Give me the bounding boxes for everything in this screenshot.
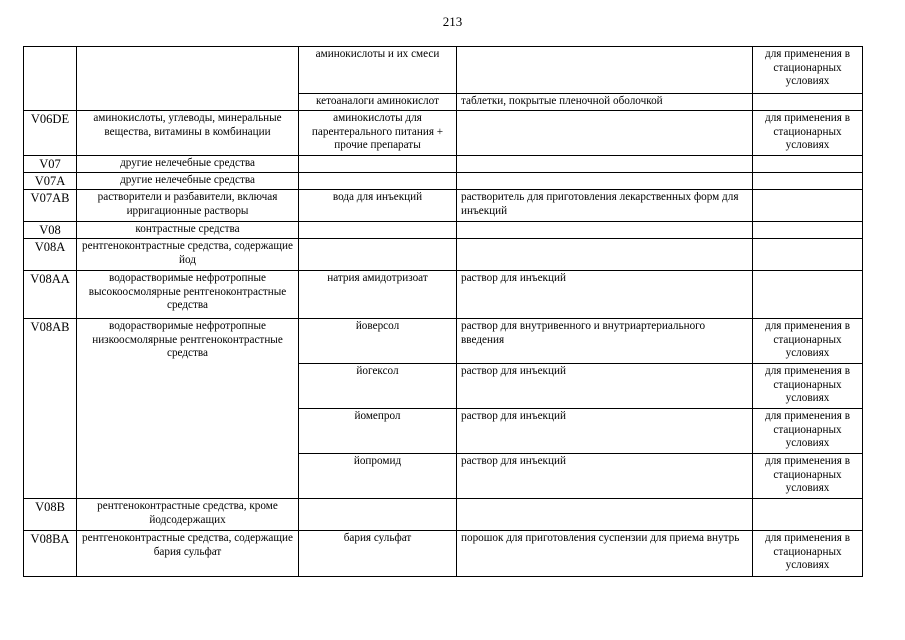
group-cell: другие нелечебные средства	[77, 156, 299, 173]
form-cell	[457, 499, 753, 531]
table-row	[24, 173, 863, 190]
substance-cell: бария сульфат	[299, 531, 457, 577]
note-cell	[753, 173, 863, 190]
group-cell: рентгеноконтрастные средства, содержащие бария сульфат	[77, 531, 299, 577]
note-cell: для применения в стационарных условиях	[753, 111, 863, 156]
substance-cell: йомепрол	[299, 409, 457, 454]
group-cell: аминокислоты, углеводы, минеральные вещества, витамины в комбинации	[77, 111, 299, 156]
substance-cell	[299, 173, 457, 190]
atc-code-cell	[24, 47, 77, 111]
note-cell: для применения в стационарных условиях	[753, 454, 863, 499]
atc-code-cell: V08BA	[24, 531, 77, 577]
note-cell: для применения в стационарных условиях	[753, 319, 863, 364]
substance-cell	[299, 222, 457, 239]
atc-code-cell: V08AB	[24, 319, 77, 499]
substance-cell: натрия амидотризоат	[299, 271, 457, 319]
note-cell	[753, 271, 863, 319]
note-cell: для применения в стационарных условиях	[753, 531, 863, 577]
form-cell: таблетки, покрытые пленочной оболочкой	[457, 94, 753, 111]
table-row	[24, 239, 863, 271]
group-cell: растворители и разбавители, включая ирригационные растворы	[77, 190, 299, 222]
substance-cell	[299, 239, 457, 271]
form-cell	[457, 111, 753, 156]
note-cell	[753, 499, 863, 531]
note-cell	[753, 156, 863, 173]
table-row	[24, 222, 863, 239]
substance-cell: йогексол	[299, 364, 457, 409]
table-row	[24, 531, 863, 577]
substance-cell: аминокислоты и их смеси	[299, 47, 457, 94]
form-cell	[457, 173, 753, 190]
note-cell: для применения в стационарных условиях	[753, 364, 863, 409]
atc-code-cell: V08	[24, 222, 77, 239]
drug-table	[23, 46, 863, 577]
group-cell: водорастворимые нефротропные высокоосмолярные рентгеноконтрастные средства	[77, 271, 299, 319]
form-cell	[457, 222, 753, 239]
atc-code-cell: V08AA	[24, 271, 77, 319]
group-cell	[77, 47, 299, 111]
form-cell	[457, 156, 753, 173]
substance-cell: аминокислоты для парентерального питания + прочие препараты	[299, 111, 457, 156]
group-cell: водорастворимые нефротропные низкоосмолярные рентгеноконтрастные средства	[77, 319, 299, 499]
atc-code-cell: V06DE	[24, 111, 77, 156]
atc-code-cell: V07A	[24, 173, 77, 190]
substance-cell: вода для инъекций	[299, 190, 457, 222]
form-cell	[457, 47, 753, 94]
form-cell: раствор для инъекций	[457, 364, 753, 409]
group-cell: контрастные средства	[77, 222, 299, 239]
form-cell: раствор для инъекций	[457, 271, 753, 319]
substance-cell: йопромид	[299, 454, 457, 499]
substance-cell	[299, 156, 457, 173]
substance-cell: йоверсол	[299, 319, 457, 364]
substance-cell	[299, 499, 457, 531]
atc-code-cell: V07AB	[24, 190, 77, 222]
form-cell: раствор для инъекций	[457, 409, 753, 454]
table-row	[24, 47, 863, 94]
table-row	[24, 271, 863, 319]
substance-cell: кетоаналоги аминокислот	[299, 94, 457, 111]
table-row	[24, 319, 863, 364]
table-row	[24, 190, 863, 222]
note-cell: для применения в стационарных условиях	[753, 47, 863, 94]
form-cell: порошок для приготовления суспензии для приема внутрь	[457, 531, 753, 577]
atc-code-cell: V07	[24, 156, 77, 173]
note-cell	[753, 239, 863, 271]
atc-code-cell: V08B	[24, 499, 77, 531]
form-cell	[457, 239, 753, 271]
table-row	[24, 111, 863, 156]
note-cell	[753, 222, 863, 239]
table-row	[24, 499, 863, 531]
note-cell: для применения в стационарных условиях	[753, 409, 863, 454]
form-cell: раствор для внутривенного и внутриартериального введения	[457, 319, 753, 364]
group-cell: рентгеноконтрастные средства, содержащие йод	[77, 239, 299, 271]
note-cell	[753, 190, 863, 222]
page-number: 213	[442, 14, 463, 29]
atc-code-cell: V08A	[24, 239, 77, 271]
note-cell	[753, 94, 863, 111]
group-cell: другие нелечебные средства	[77, 173, 299, 190]
form-cell: растворитель для приготовления лекарственных форм для инъекций	[457, 190, 753, 222]
table-row	[24, 156, 863, 173]
group-cell: рентгеноконтрастные средства, кроме йодсодержащих	[77, 499, 299, 531]
form-cell: раствор для инъекций	[457, 454, 753, 499]
